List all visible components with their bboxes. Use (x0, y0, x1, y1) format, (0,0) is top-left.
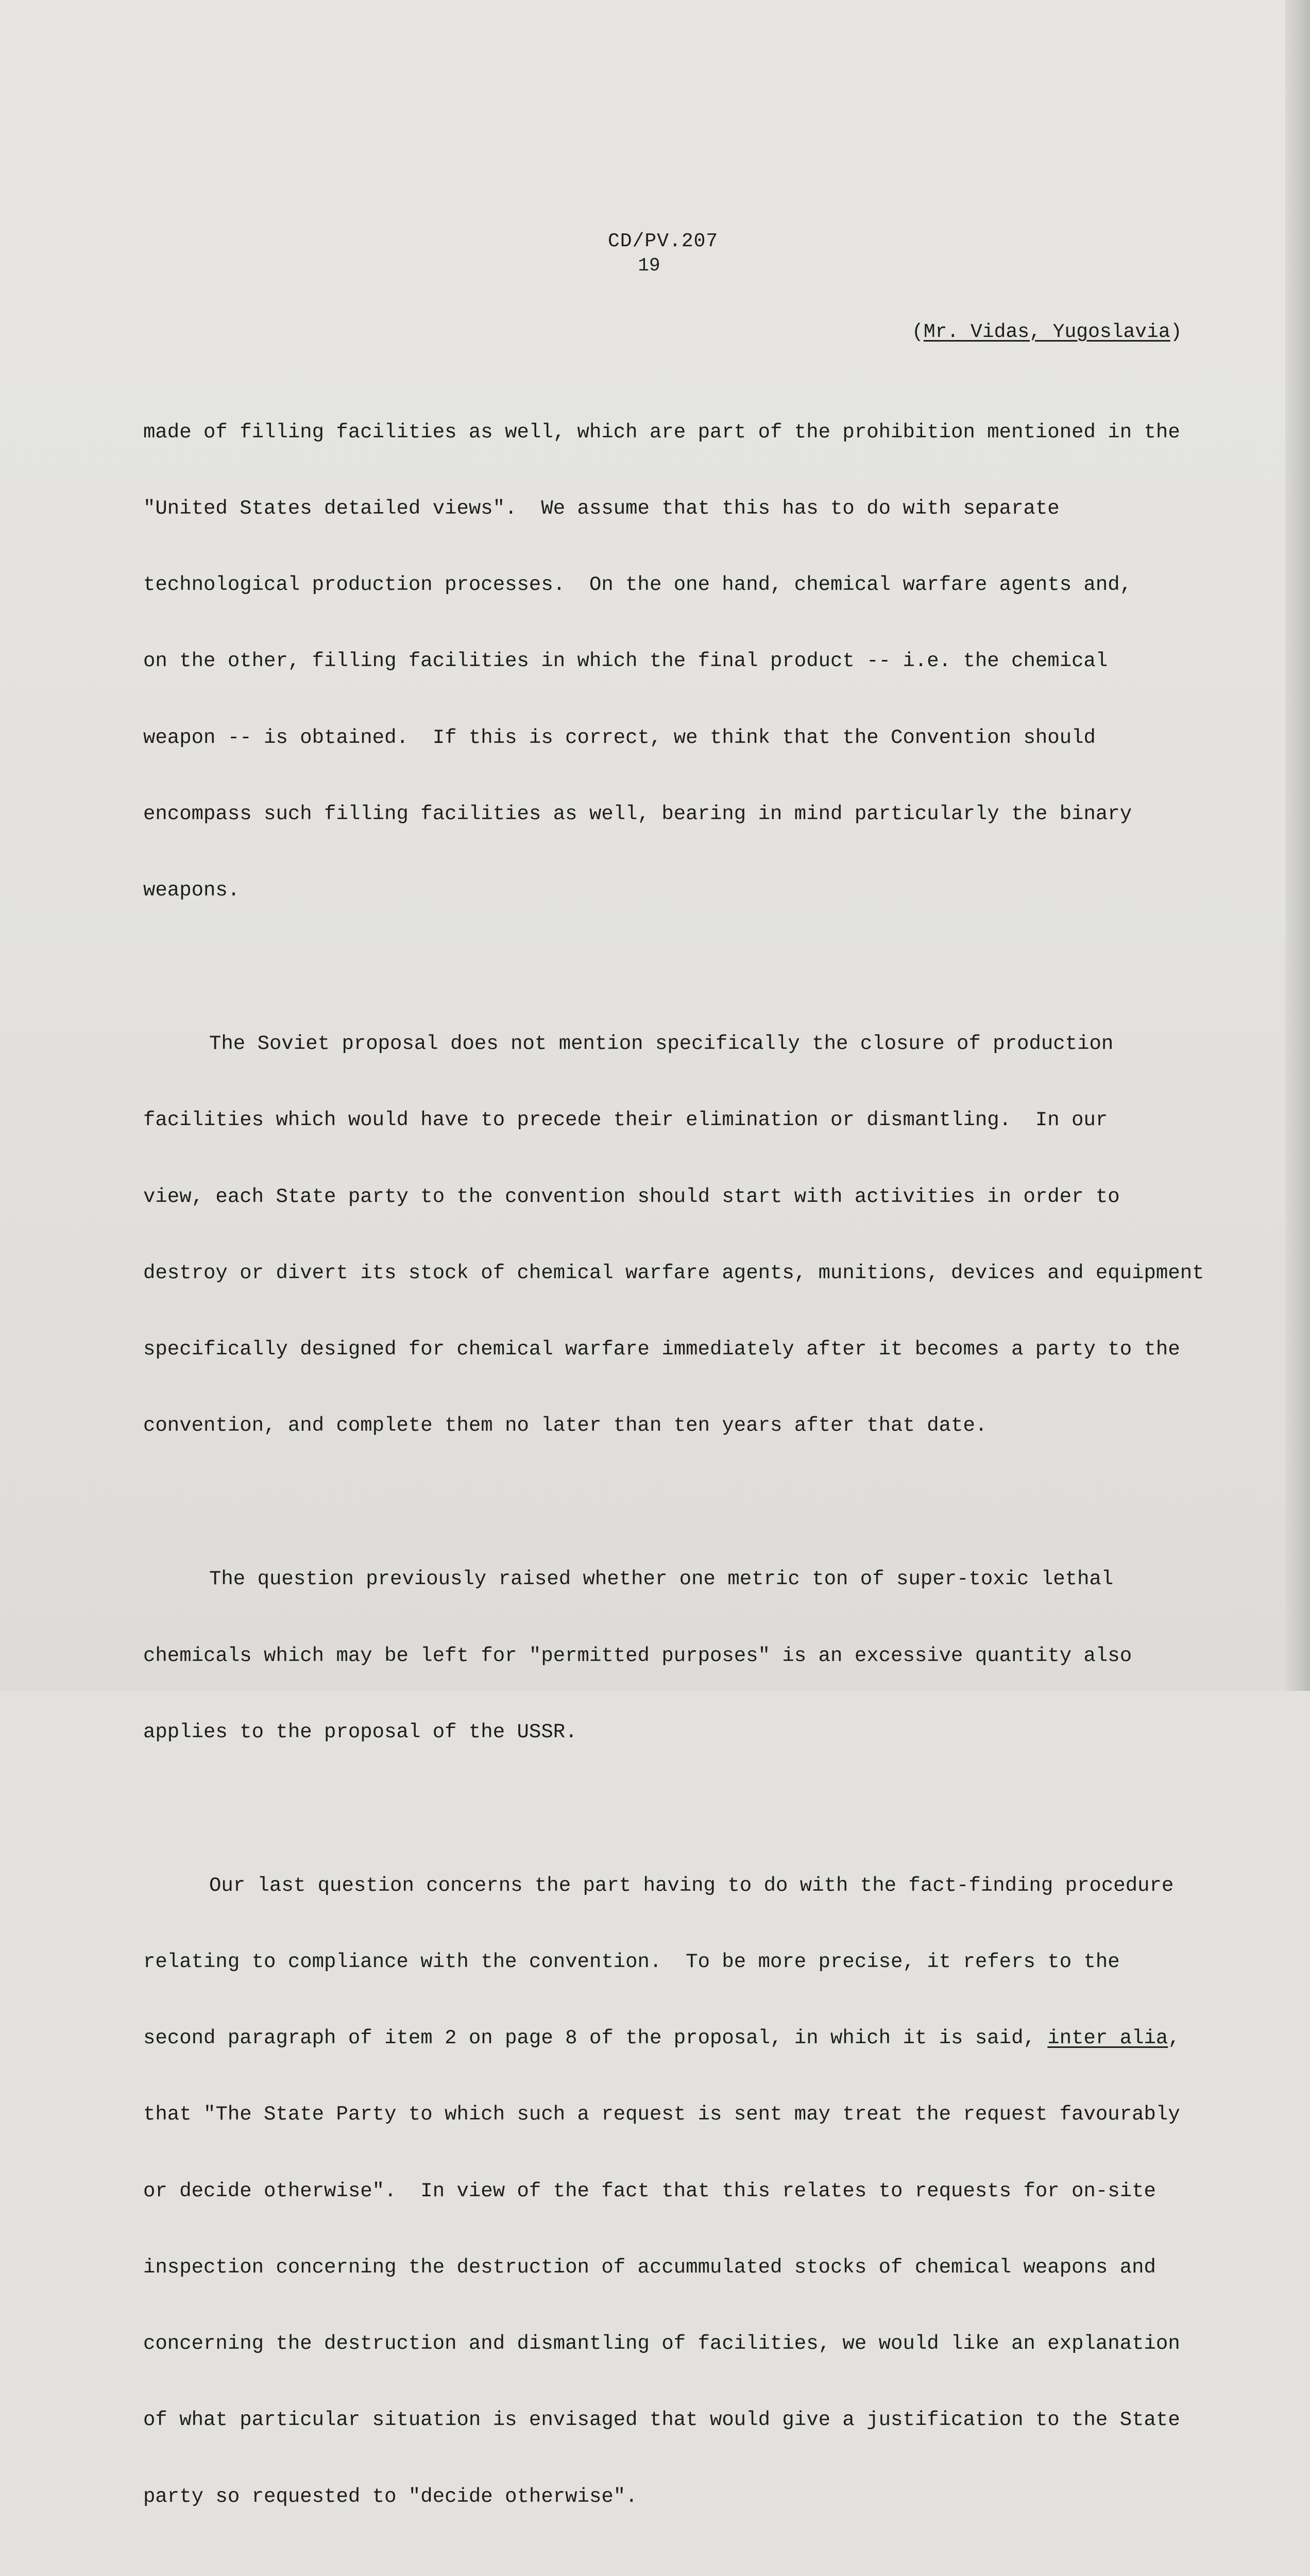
text-line: view, each State party to the convention should start with activities in order to (143, 1185, 1120, 1208)
speaker-close-paren: ) (1170, 321, 1182, 343)
text-line: convention, and complete them no later than ten years after that date. (143, 1414, 988, 1437)
page-edge-shadow (1285, 0, 1310, 1691)
speaker-name: Mr. Vidas, Yugoslavia (923, 321, 1170, 343)
text-line: facilities which would have to precede their elimination or dismantling. In our (143, 1109, 1108, 1132)
page-number: 19 (638, 255, 660, 276)
text-line: party so requested to "decide otherwise". (143, 2485, 638, 2508)
text-line: relating to compliance with the convention. To be more precise, it refers to the (143, 1950, 1120, 1973)
text-line: made of filling facilities as well, which are part of the prohibition mentioned in the (143, 420, 1180, 444)
text-line: that "The State Party to which such a request is sent may treat the request favourably (143, 2103, 1180, 2126)
speaker-open-paren: ( (912, 321, 924, 343)
document-reference: CD/PV.207 (608, 230, 719, 252)
paragraph-3 (143, 1516, 1277, 1795)
text-line: or decide otherwise". In view of the fact that this relates to requests for on-site (143, 2179, 1156, 2202)
paragraph-4 (143, 1822, 1277, 2561)
speaker-attribution (912, 320, 1182, 344)
text-line: Our last question concerns the part having to do with the fact-finding procedure (209, 1874, 1174, 1897)
text-line: specifically designed for chemical warfare immediately after it becomes a party to the (143, 1338, 1180, 1361)
text-line: on the other, filling facilities in which the final product -- i.e. the chemical (143, 650, 1108, 673)
paragraph-2 (143, 980, 1277, 1489)
text-line: concerning the destruction and dismantling of facilities, we would like an explanation (143, 2332, 1180, 2355)
text-line: technological production processes. On the one hand, chemical warfare agents and, (143, 573, 1132, 597)
text-line: inspection concerning the destruction of accummulated stocks of chemical weapons and (143, 2256, 1156, 2279)
underlined-phrase: inter alia (1047, 2027, 1168, 2050)
text-line: of what particular situation is envisaged that would give a justification to the State (143, 2409, 1180, 2432)
text-line: destroy or divert its stock of chemical warfare agents, munitions, devices and equipment (143, 1261, 1204, 1284)
text-line: The Soviet proposal does not mention specifically the closure of production (209, 1032, 1114, 1056)
text-line: The question previously raised whether one metric ton of super-toxic lethal (209, 1568, 1114, 1591)
text-line: applies to the proposal of the USSR. (143, 1720, 577, 1743)
document-body (143, 369, 1277, 2576)
paragraph-1 (143, 369, 1277, 954)
text-line: encompass such filling facilities as well, bearing in mind particularly the binary (143, 802, 1132, 825)
text-line: weapon -- is obtained. If this is correct, we think that the Convention should (143, 726, 1096, 749)
text-line: chemicals which may be left for "permitted purposes" is an excessive quantity also (143, 1644, 1132, 1667)
text-line: "United States detailed views". We assume that this has to do with separate (143, 497, 1060, 520)
text-line: weapons. (143, 879, 240, 902)
text-line: second paragraph of item 2 on page 8 of the proposal, in which it is said, inter alia, (143, 2027, 1180, 2050)
